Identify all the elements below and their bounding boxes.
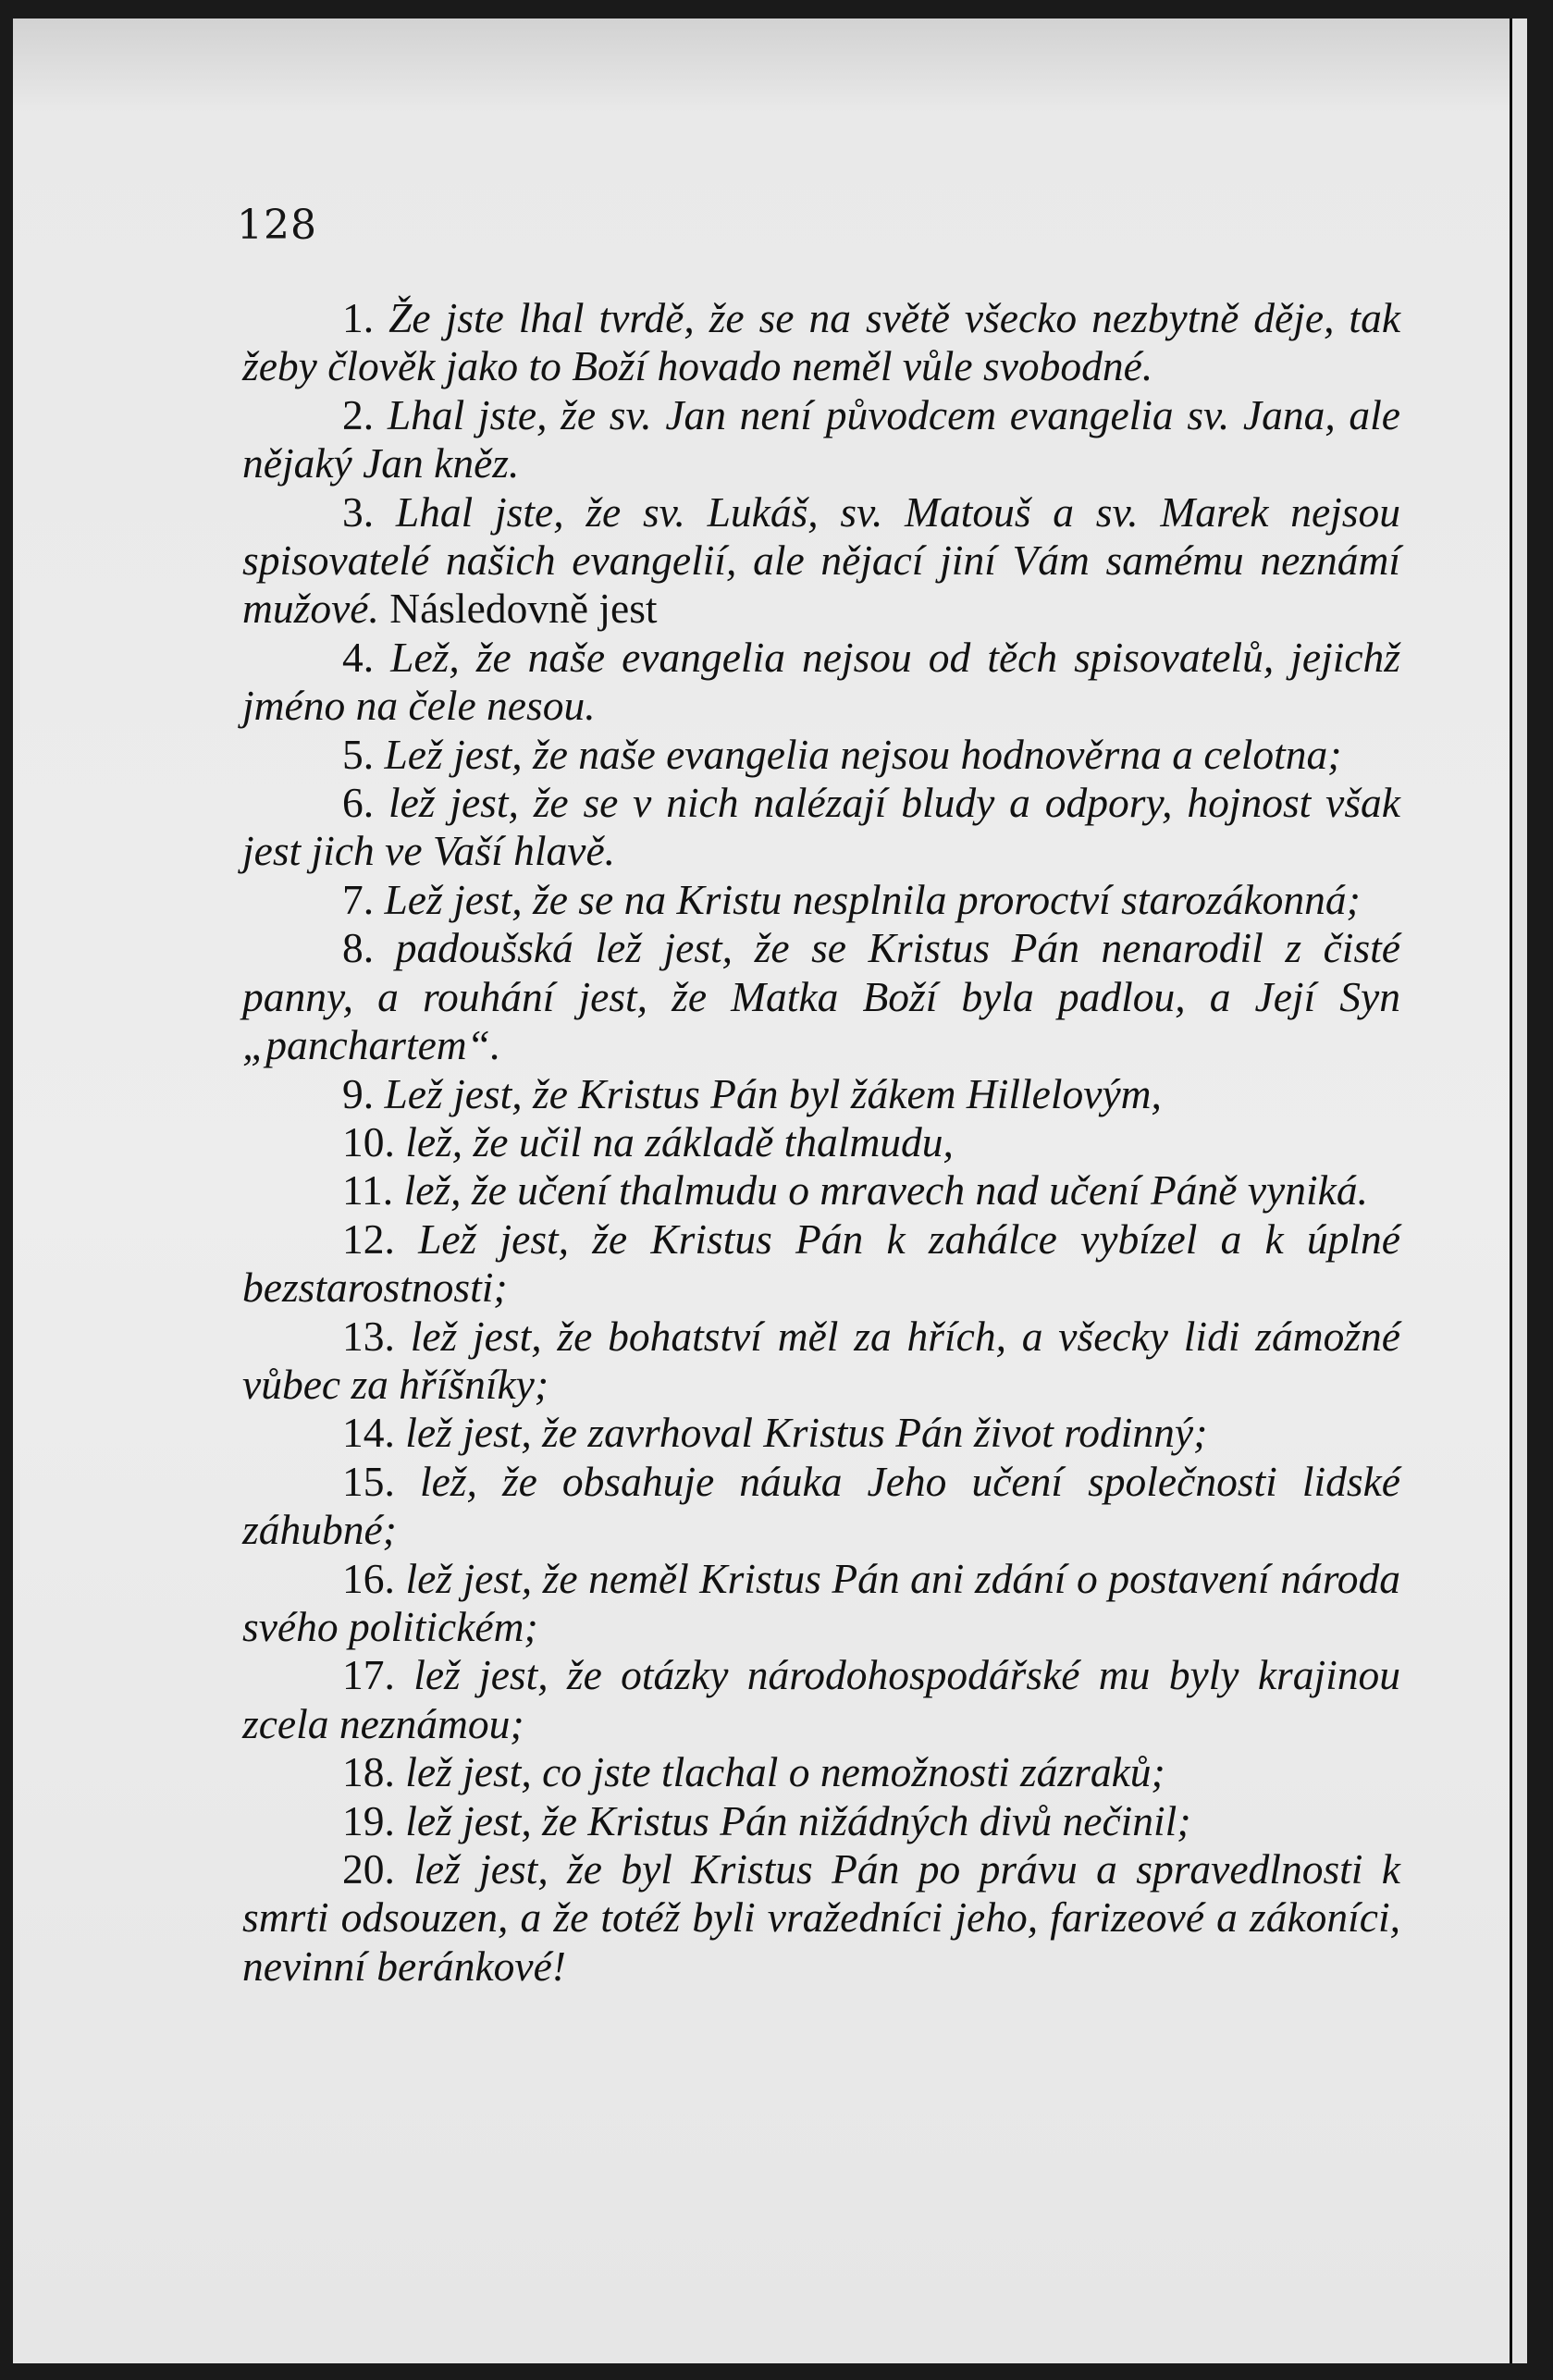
item-number: 13. <box>342 1312 395 1360</box>
item-text: lež jest, že bohatství měl za hřích, a všecky lidi zámožné vůbec za hříšníky; <box>242 1312 1400 1408</box>
list-item <box>242 924 1400 1069</box>
list-item <box>242 391 1400 488</box>
list-item <box>242 1313 1400 1410</box>
item-text: lež jest, že neměl Kristus Pán ani zdání o postavení národa svého politickém; <box>242 1554 1401 1650</box>
list-item <box>242 294 1400 391</box>
item-number: 19. <box>342 1796 395 1844</box>
item-text: lež, že učil na základě thalmudu, <box>405 1117 954 1165</box>
item-number: 15. <box>342 1457 395 1505</box>
item-number: 8. <box>342 924 375 972</box>
item-number: 2. <box>342 390 375 438</box>
item-number: 14. <box>342 1409 395 1457</box>
list-item <box>242 1215 1400 1313</box>
item-text: lež, že obsahuje náuka Jeho učení společnosti lidské záhubné; <box>242 1457 1401 1554</box>
item-number: 3. <box>342 487 375 536</box>
list-item <box>242 488 1400 634</box>
list-item <box>242 1555 1400 1652</box>
item-number: 1. <box>342 294 375 341</box>
next-page-edge <box>1510 18 1527 2363</box>
item-text: Lež, že naše evangelia nejsou od těch spisovatelů, jejichž jméno na čele nesou. <box>242 633 1401 730</box>
item-number: 20. <box>342 1845 395 1893</box>
list-item <box>242 1748 1400 1796</box>
item-text: Lhal jste, že sv. Lukáš, sv. Matouš a sv. Marek nejsou spisovatelé našich evangelií, ale nějací jiní Vám samému neznámí mužové. <box>242 487 1400 633</box>
list-item <box>242 1458 1400 1555</box>
item-text: lež jest, že byl Kristus Pán po právu a spravedlnosti k smrti odsouzen, a že totéž byli vražedníci jeho, farizeové a zákoníci, nevinní beránkové! <box>242 1845 1400 1990</box>
item-number: 11. <box>342 1166 394 1215</box>
item-upright-tail: Následovně jest <box>389 585 658 633</box>
numbered-list <box>242 294 1400 1991</box>
item-text: Lhal jste, že sv. Jan není původcem evangelia sv. Jana, ale nějaký Jan kněz. <box>242 390 1401 487</box>
item-text: Lež jest, že Kristus Pán k zahálce vybízel a k úplné bezstarostnosti; <box>242 1215 1400 1312</box>
list-item <box>242 634 1400 731</box>
list-item <box>242 1845 1400 1991</box>
list-item <box>242 731 1400 779</box>
page-number: 128 <box>237 202 317 249</box>
item-text: Lež jest, že naše evangelia nejsou hodnověrna a celotna; <box>384 730 1342 778</box>
item-number: 17. <box>342 1651 395 1699</box>
item-number: 18. <box>342 1748 395 1796</box>
item-text: lež jest, že zavrhoval Kristus Pán život rodinný; <box>405 1409 1208 1457</box>
list-item <box>242 876 1400 924</box>
item-number: 10. <box>342 1117 395 1165</box>
item-number: 16. <box>342 1554 395 1602</box>
list-item <box>242 1118 1400 1166</box>
item-text: lež, že učení thalmudu o mravech nad učení Páně vyniká. <box>403 1166 1368 1215</box>
list-item <box>242 1651 1400 1748</box>
list-item <box>242 1166 1400 1215</box>
item-text: Lež jest, že se na Kristu nesplnila proroctví starozákonná; <box>384 875 1361 923</box>
list-item <box>242 1070 1400 1118</box>
item-number: 7. <box>342 875 375 923</box>
item-number: 6. <box>342 779 375 827</box>
list-item <box>242 1409 1400 1457</box>
item-text: lež jest, že se v nich nalézají bludy a odpory, hojnost však jest jich ve Vaší hlavě. <box>242 779 1401 875</box>
item-text: Lež jest, že Kristus Pán byl žákem Hillelovým, <box>384 1069 1162 1117</box>
item-text: lež jest, co jste tlachal o nemožnosti zázraků; <box>405 1748 1165 1796</box>
item-number: 9. <box>342 1069 375 1117</box>
item-text: padoušská lež jest, že se Kristus Pán nenarodil z čisté panny, a rouhání jest, že Matka Boží byla padlou, a Její Syn „panchartem“. <box>242 924 1400 1069</box>
item-number: 12. <box>342 1215 395 1263</box>
list-item <box>242 779 1400 876</box>
item-number: 5. <box>342 730 375 778</box>
item-text: lež jest, že otázky národohospodářské mu byly krajinou zcela neznámou; <box>242 1651 1401 1747</box>
list-item <box>242 1797 1400 1845</box>
item-text: lež jest, že Kristus Pán nižádných divů nečinil; <box>405 1796 1191 1844</box>
item-number: 4. <box>342 633 375 681</box>
item-text: Že jste lhal tvrdě, že se na světě všecko nezbytně děje, tak žeby člověk jako to Boží hovado neměl vůle svobodné. <box>242 294 1401 390</box>
